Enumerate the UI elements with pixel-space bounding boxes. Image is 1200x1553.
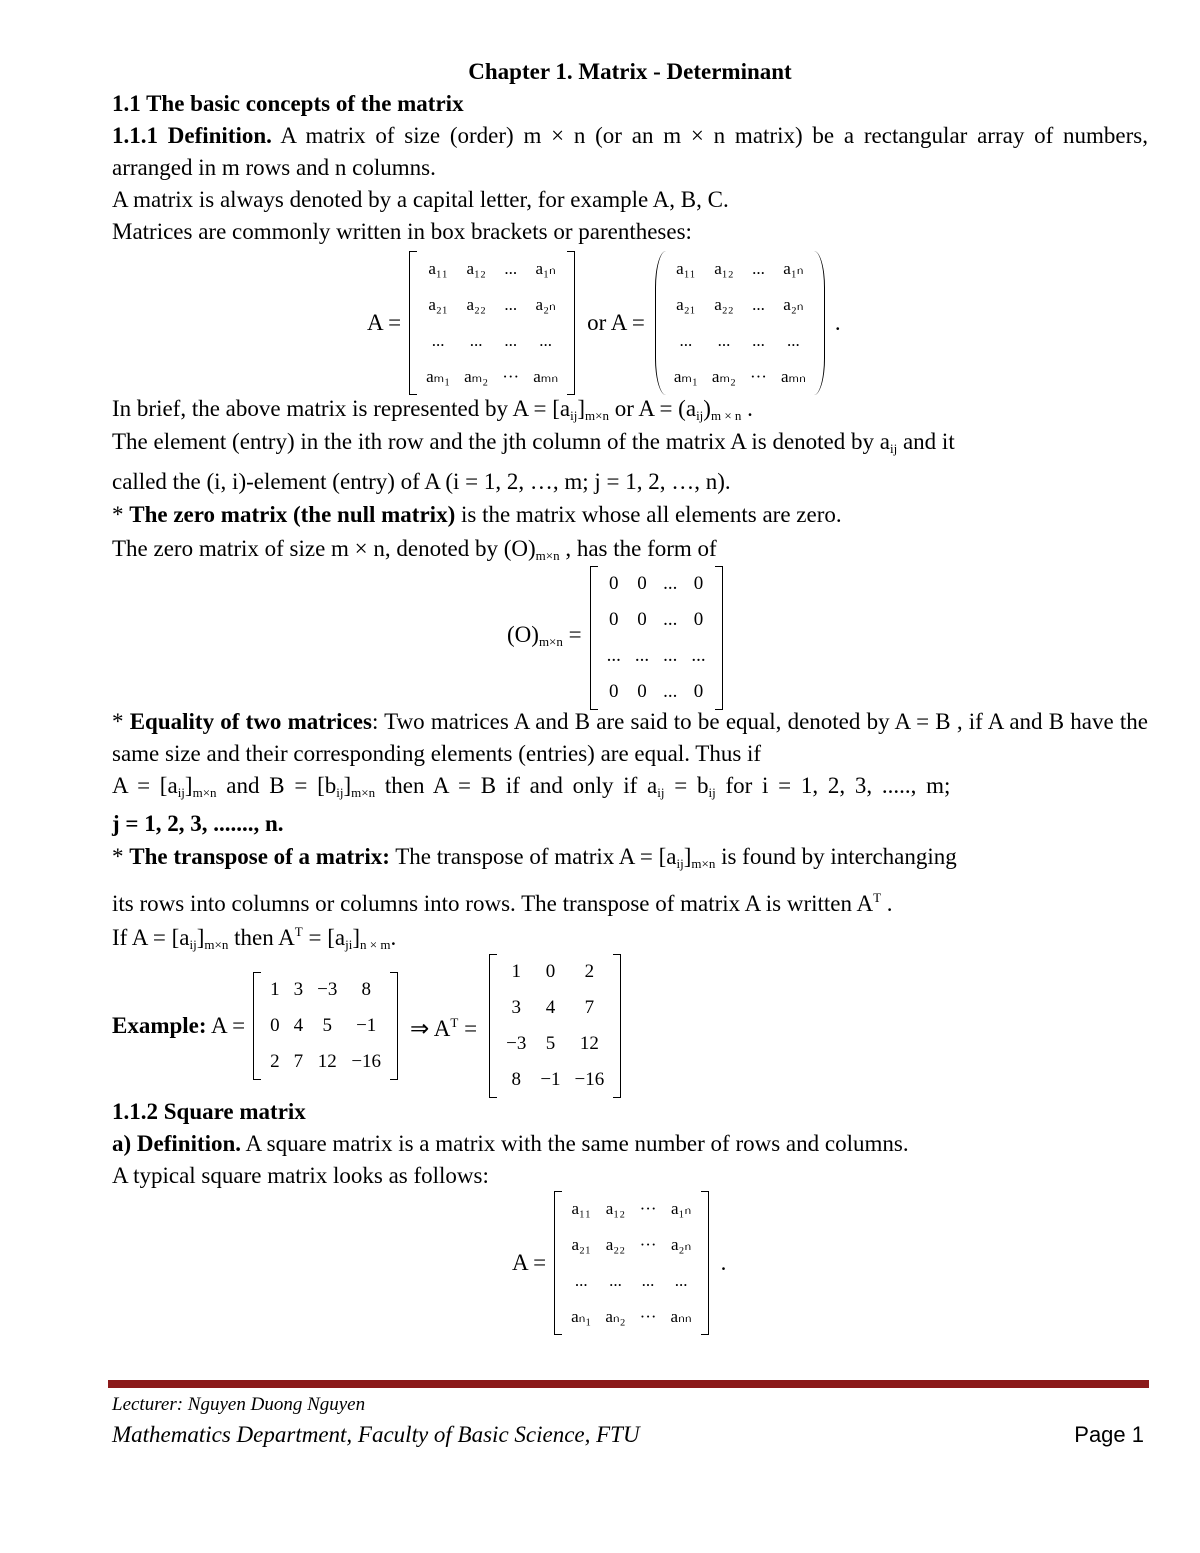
matrix-a-paren-cell: a₂₁ bbox=[676, 295, 696, 314]
brackets-line: Matrices are commonly written in box brackets or parentheses: bbox=[112, 219, 692, 244]
sub-mxn-spaced: m × n bbox=[710, 408, 742, 423]
square-matrix-cell: a₁₁ bbox=[571, 1199, 591, 1218]
matrix-a-paren-cell: aₘ₂ bbox=[711, 367, 736, 386]
equality-paragraph bbox=[112, 706, 1148, 770]
matrix-a-row bbox=[419, 359, 565, 395]
zero-matrix-cell: 0 bbox=[693, 681, 704, 702]
matrix-a-paren-cell: ... bbox=[679, 331, 693, 350]
element-line-2: called the (i, i)-element (entry) of A (i = 1, 2, …, m; j = 1, 2, …, n). bbox=[112, 469, 731, 494]
matrix-a-paren-row bbox=[667, 287, 813, 323]
element-a: a bbox=[879, 429, 890, 454]
example-a-cell: −16 bbox=[351, 1051, 382, 1072]
bracket-matrix bbox=[407, 251, 577, 395]
matrix-a-cell: ... bbox=[469, 331, 483, 350]
zero-matrix-cell: ... bbox=[634, 645, 650, 666]
chapter-title: Chapter 1. Matrix - Determinant bbox=[468, 59, 792, 84]
square-matrix-cell: aₙ₂ bbox=[605, 1307, 626, 1326]
matrix-a-cell: a₁₁ bbox=[428, 259, 448, 278]
matrix-lhs: A = bbox=[367, 310, 402, 335]
sub-ij: ij bbox=[336, 785, 344, 800]
equality-label: Equality of two matrices bbox=[129, 709, 372, 734]
example-a-cell: 4 bbox=[293, 1015, 304, 1036]
zero-matrix-cell: ... bbox=[663, 645, 678, 666]
example-a-cell: −3 bbox=[317, 979, 338, 1000]
example-at-cell: 4 bbox=[545, 997, 556, 1018]
sub-ij: ij bbox=[708, 785, 716, 800]
matrix-a-paren-cell: aₘ₁ bbox=[673, 367, 698, 386]
eq-a: A = [a bbox=[112, 773, 178, 798]
if-end: . bbox=[390, 925, 397, 950]
example-at-row bbox=[499, 1062, 611, 1098]
zero-matrix-cell: ... bbox=[663, 681, 678, 702]
if-eq: = [a bbox=[302, 925, 346, 950]
eq-end: for i = 1, 2, 3, ....., m; bbox=[715, 773, 951, 798]
star: * bbox=[112, 502, 130, 527]
square-typical-line: A typical square matrix looks as follows: bbox=[112, 1163, 489, 1188]
matrix-a-cell: ... bbox=[431, 331, 445, 350]
zero-matrix-cell: 0 bbox=[609, 681, 619, 702]
zero-matrix-row bbox=[600, 638, 713, 674]
transpose-line-2 bbox=[112, 882, 893, 920]
zero-matrix bbox=[588, 566, 725, 710]
footer-lecturer: Lecturer: Nguyen Duong Nguyen bbox=[112, 1394, 366, 1415]
zero-eq: = bbox=[568, 621, 582, 647]
zero-matrix-cell: 0 bbox=[693, 609, 704, 630]
eq-and: and B = [b bbox=[216, 773, 337, 798]
example-a-cell: 2 bbox=[270, 1051, 280, 1072]
zero-form-text: The zero matrix of size m × n, denoted by (O) bbox=[112, 536, 536, 561]
example-at-cell: 5 bbox=[545, 1033, 556, 1054]
matrix-a-paren-cell: aₘₙ bbox=[780, 367, 806, 386]
example-a-cell: 7 bbox=[293, 1051, 304, 1072]
square-matrix-cell: a₂₁ bbox=[571, 1235, 591, 1254]
if-text: If A = [a bbox=[112, 925, 190, 950]
square-matrix-cell: a₁ₙ bbox=[670, 1199, 692, 1218]
eq-then: then A = B if and only if a bbox=[375, 773, 658, 798]
square-def-label: a) Definition. bbox=[112, 1131, 242, 1156]
zero-lhs bbox=[507, 619, 582, 658]
definition-paragraph bbox=[112, 120, 1148, 184]
brief-or: or A = (a bbox=[608, 396, 697, 421]
matrix-a-cell: a₂ₙ bbox=[535, 295, 556, 314]
matrix-a-paren-cell: a₂ₙ bbox=[783, 295, 804, 314]
matrix-period: . bbox=[834, 310, 841, 335]
example-a-cell: 0 bbox=[270, 1015, 280, 1036]
square-matrix-row bbox=[564, 1191, 699, 1227]
matrix-a-cell: ... bbox=[539, 331, 553, 350]
sup-t: T bbox=[873, 890, 882, 905]
zero-matrix-cell: 0 bbox=[609, 573, 619, 594]
example-at-row bbox=[499, 954, 611, 990]
matrix-or: or A = bbox=[587, 310, 645, 335]
sub-ij: ij bbox=[889, 441, 898, 456]
example-at-cell: −1 bbox=[540, 1069, 561, 1090]
sub-nxm: n × m bbox=[360, 937, 391, 952]
square-def-line bbox=[112, 1128, 909, 1160]
general-matrix-display bbox=[367, 251, 851, 395]
transpose-end: . bbox=[881, 891, 893, 916]
square-period: . bbox=[720, 1250, 727, 1275]
zero-matrix-cell: 0 bbox=[693, 573, 704, 594]
square-matrix-display bbox=[512, 1191, 736, 1335]
matrix-a-cell: aₘ₁ bbox=[426, 367, 451, 386]
square-matrix-cell: a₁₂ bbox=[605, 1199, 626, 1218]
example-at-cell: 3 bbox=[511, 997, 521, 1018]
square-matrix-cell: ··· bbox=[639, 1235, 657, 1254]
arrow-text: ⇒ A bbox=[410, 1016, 451, 1041]
square-matrix-cell: aₙ₁ bbox=[571, 1307, 592, 1326]
example-eq: = bbox=[458, 1016, 478, 1041]
brief-line: In brief, the above matrix is represented by $A = [a_{ij}]_{m\times n}$ or $A = (a_{ij})_{m \times n}$ . bbox=[112, 396, 753, 423]
matrix-a-paren-row bbox=[667, 251, 813, 287]
example-a-cell: 5 bbox=[322, 1015, 332, 1036]
example-at-cell: 7 bbox=[584, 997, 595, 1018]
square-matrix-cell: ... bbox=[641, 1271, 655, 1290]
transpose-text-2: is found by interchanging bbox=[715, 844, 957, 869]
zero-form-post: , has the form of bbox=[559, 536, 717, 561]
square-matrix-row bbox=[564, 1299, 699, 1335]
example-a-row bbox=[263, 972, 388, 1008]
sub-mxn: m×n bbox=[691, 856, 716, 871]
example-arrow bbox=[410, 1007, 477, 1045]
if-then: then A bbox=[228, 925, 295, 950]
matrix-a-paren-cell: ... bbox=[717, 331, 731, 350]
sub-ji: ji bbox=[345, 937, 353, 952]
matrix-a-cell: ... bbox=[504, 331, 518, 350]
definition-text: A matrix of size (order) m × n (or an m × n matrix) be a rectangular array of numbers, arranged in m rows and n columns. bbox=[112, 123, 1148, 180]
footer-rule bbox=[108, 1380, 1149, 1388]
matrix-a-cell: a₁ₙ bbox=[535, 259, 556, 278]
matrix-a-paren-cell: a₁₁ bbox=[676, 259, 696, 278]
eq-bracket: ] bbox=[184, 773, 193, 798]
footer-department: Mathematics Department, Faculty of Basic Science, FTU bbox=[112, 1422, 640, 1447]
square-matrix-row bbox=[564, 1227, 699, 1263]
example-a-row bbox=[263, 1008, 388, 1044]
example-at-cell: 1 bbox=[511, 961, 521, 982]
brief-bracket: ] bbox=[577, 396, 586, 421]
example-a-row bbox=[263, 1044, 388, 1080]
matrix-a-paren-cell: ... bbox=[752, 331, 765, 350]
equality-line-2 bbox=[112, 770, 950, 809]
square-matrix-cell: ··· bbox=[639, 1199, 657, 1218]
sub-mxn: m×n bbox=[192, 785, 217, 800]
zero-matrix-text: is the matrix whose all elements are zero. bbox=[455, 502, 842, 527]
zero-matrix-cell: ... bbox=[606, 645, 621, 666]
sub-ij: ij bbox=[189, 937, 197, 952]
example-a-cell: 8 bbox=[361, 979, 371, 1000]
square-lhs: A = bbox=[512, 1250, 547, 1275]
star: * bbox=[112, 709, 130, 734]
example-at-cell: 8 bbox=[511, 1069, 521, 1090]
example-label: Example: bbox=[112, 1013, 207, 1038]
equality-text: : Two matrices A and B are said to be equal, denoted by A = B , if A and B have the same size and their corresponding elements (entries) are equal. Thus if bbox=[112, 709, 1149, 766]
zero-matrix-display bbox=[507, 566, 725, 710]
matrix-a-row bbox=[419, 251, 565, 287]
example-matrix-at bbox=[487, 954, 623, 1098]
square-matrix-cell: a₂ₙ bbox=[670, 1235, 692, 1254]
zero-lhs-text: (O) bbox=[507, 621, 539, 647]
matrix-a-paren-cell: ··· bbox=[749, 367, 767, 386]
equality-line-3: j = 1, 2, 3, ......., n. bbox=[112, 811, 284, 836]
matrix-a-cell: aₘₙ bbox=[533, 367, 559, 386]
example-a-cell: 1 bbox=[270, 979, 280, 1000]
example-a-cell: 3 bbox=[293, 979, 304, 1000]
brief-text: In brief, the above matrix is represented by A = [a bbox=[112, 396, 571, 421]
matrix-a-paren-cell: a₁₂ bbox=[714, 259, 734, 278]
square-matrix-cell: ··· bbox=[639, 1307, 657, 1326]
zero-matrix-row bbox=[600, 602, 713, 638]
zero-matrix-cell: ... bbox=[663, 609, 678, 630]
zero-matrix-line bbox=[112, 499, 842, 531]
matrix-a-cell: aₘ₂ bbox=[464, 367, 489, 386]
square-matrix-cell: ... bbox=[674, 1271, 688, 1290]
sub-mxn: m×n bbox=[204, 937, 229, 952]
element-and: and it bbox=[897, 429, 955, 454]
matrix-a-paren-cell: a₂₂ bbox=[714, 295, 734, 314]
matrix-a-paren-row bbox=[667, 359, 813, 395]
matrix-a-cell: ... bbox=[504, 295, 518, 314]
capital-letter-line: A matrix is always denoted by a capital letter, for example A, B, C. bbox=[112, 187, 729, 212]
example-at-cell: 12 bbox=[579, 1033, 599, 1054]
example-at-cell: −16 bbox=[574, 1069, 605, 1090]
matrix-a-cell: ··· bbox=[502, 367, 520, 386]
matrix-a-row bbox=[419, 287, 565, 323]
if-line: If $A = [a_{ij}]_{m\times n}$ then $A^T = [a_{ji}]_{n \times m}$. bbox=[112, 924, 397, 952]
example-display bbox=[112, 954, 623, 1098]
sub-mxn: m×n bbox=[535, 548, 560, 563]
matrix-a-paren-cell: ... bbox=[787, 331, 800, 350]
square-matrix-cell: ... bbox=[609, 1271, 622, 1290]
sub-mxn: m×n bbox=[585, 408, 609, 423]
matrix-a-cell: a₂₁ bbox=[428, 295, 448, 314]
section-heading-1-1: 1.1 The basic concepts of the matrix bbox=[112, 91, 464, 116]
square-matrix bbox=[552, 1191, 711, 1335]
example-a-cell: 12 bbox=[317, 1051, 337, 1072]
brief-paren: ) bbox=[703, 396, 711, 421]
definition-label: 1.1.1 Definition. bbox=[112, 123, 272, 148]
sub-ij: ij bbox=[177, 785, 185, 800]
matrix-a-row bbox=[419, 323, 565, 359]
transpose-label: The transpose of a matrix: bbox=[129, 844, 390, 869]
example-at-cell: 2 bbox=[584, 961, 595, 982]
element-text: The element (entry) in the ith row and the jth column of the matrix A is denoted by bbox=[112, 429, 875, 454]
example-at-cell: −3 bbox=[506, 1033, 527, 1054]
example-at-row bbox=[499, 990, 611, 1026]
page-number: Page 1 bbox=[1074, 1422, 1144, 1447]
sub-ij: ij bbox=[570, 408, 578, 423]
example-at-cell: 0 bbox=[545, 961, 556, 982]
example-lhs bbox=[112, 1010, 245, 1042]
matrix-a-paren-cell: ... bbox=[752, 259, 765, 278]
sub-ij: ij bbox=[696, 408, 704, 423]
example-a-cell: −1 bbox=[356, 1015, 377, 1036]
sub-mxn: m×n bbox=[351, 785, 376, 800]
sub-ij: ij bbox=[657, 785, 665, 800]
square-matrix-cell: aₙₙ bbox=[670, 1307, 692, 1326]
example-at-row bbox=[499, 1026, 611, 1062]
zero-matrix-cell: 0 bbox=[637, 681, 647, 702]
sub-mxn: m×n bbox=[538, 633, 563, 649]
paren-matrix bbox=[655, 251, 825, 395]
square-def-text: A square matrix is a matrix with the same number of rows and columns. bbox=[241, 1131, 909, 1156]
square-matrix-cell: a₂₂ bbox=[605, 1235, 626, 1254]
matrix-a-cell: ... bbox=[504, 259, 518, 278]
sub-ij: ij bbox=[676, 856, 684, 871]
element-line bbox=[112, 426, 955, 465]
zero-matrix-cell: ... bbox=[663, 573, 678, 594]
example-a: A = bbox=[206, 1013, 246, 1038]
matrix-a-paren-cell: ... bbox=[752, 295, 765, 314]
matrix-a-cell: a₁₂ bbox=[466, 259, 486, 278]
eq-equals: = b bbox=[664, 773, 709, 798]
example-matrix-a bbox=[251, 972, 400, 1080]
zero-matrix-row bbox=[600, 566, 713, 602]
star: * bbox=[112, 844, 130, 869]
zero-matrix-row bbox=[600, 674, 713, 710]
matrix-a-paren-row bbox=[667, 323, 813, 359]
zero-matrix-cell: ... bbox=[691, 645, 706, 666]
sup-t: T bbox=[294, 924, 303, 939]
matrix-a-paren-cell: a₁ₙ bbox=[783, 259, 804, 278]
transpose-text: The transpose of matrix A = [a bbox=[389, 844, 677, 869]
matrix-a-cell: a₂₂ bbox=[466, 295, 486, 314]
zero-matrix-cell: 0 bbox=[637, 609, 647, 630]
zero-matrix-cell: 0 bbox=[609, 609, 619, 630]
eq-bracket: ] bbox=[343, 773, 352, 798]
section-heading-1-1-2: 1.1.2 Square matrix bbox=[112, 1099, 306, 1124]
zero-matrix-cell: 0 bbox=[637, 573, 647, 594]
square-matrix-cell: ... bbox=[574, 1271, 588, 1290]
transpose-line-2-text: its rows into columns or columns into rows. The transpose of matrix A is written A bbox=[112, 891, 874, 916]
square-matrix-row bbox=[564, 1263, 699, 1299]
sup-t: T bbox=[450, 1015, 459, 1030]
zero-matrix-label: The zero matrix (the null matrix) bbox=[129, 502, 456, 527]
transpose-line: * The transpose of a matrix: The transpose of matrix $A = [a_{ij}]_{m\times n}$ is found by interchanging bbox=[112, 844, 957, 871]
